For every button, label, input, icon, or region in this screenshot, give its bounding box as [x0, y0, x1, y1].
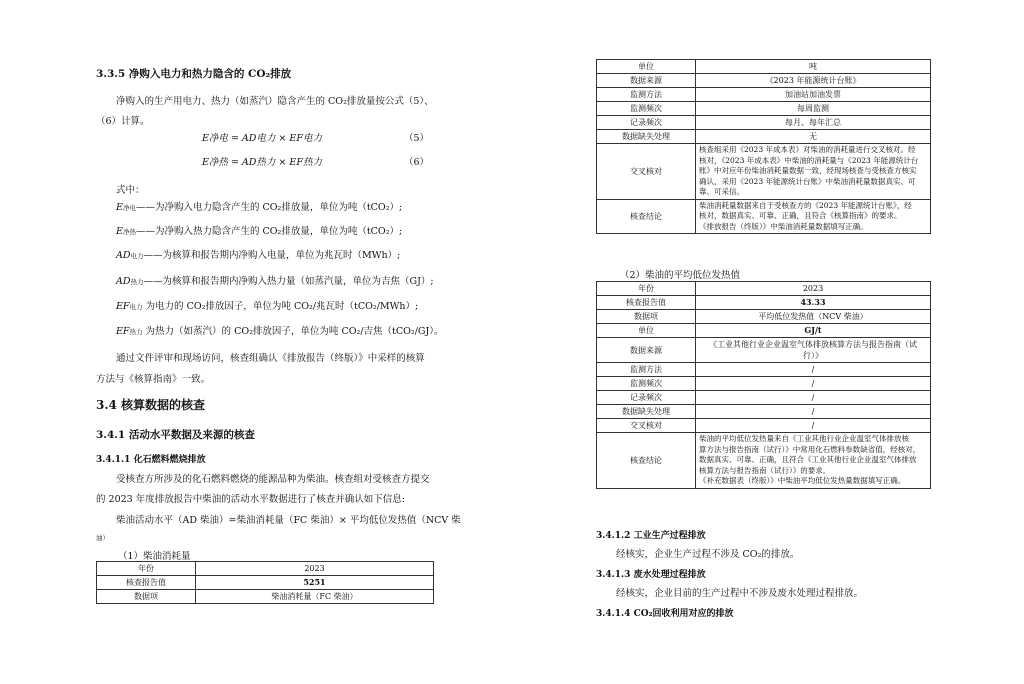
table-row — [597, 419, 931, 433]
where-label: 式中： — [116, 185, 145, 196]
table-cell-label: 核查结论 — [597, 433, 696, 489]
process-emission-text: 经核实，企业生产过程不涉及 CO₂的排放。 — [616, 549, 800, 560]
intro-paragraph-line2: （6）计算。 — [96, 116, 150, 127]
definition-subscript: 热力 — [130, 278, 144, 286]
confirm-paragraph-line1: 通过文件评审和现场访问，核查组确认《排放报告（终版）》中采样的核算 — [116, 353, 425, 364]
cell-text-line: 核查组采用《2023 年成本表》对柴油的消耗量进行交叉核对。经 — [699, 145, 916, 154]
cell-text-line: 行）》 — [803, 351, 823, 360]
table-cell-value: 《2023 年能源统计台账》 — [696, 74, 931, 88]
section-heading-3-4-1: 3.4.1 活动水平数据及来源的核查 — [96, 429, 255, 441]
ncv-table — [596, 281, 931, 489]
right-page — [596, 0, 931, 684]
table-cell-value: / — [696, 391, 931, 405]
conclusion-cell — [696, 199, 931, 234]
fuel-paragraph-line2: 的 2023 年度排放报告中柴油的活动水平数据进行了核查并确认如下信息: — [96, 494, 405, 505]
definition-symbol: AD — [116, 250, 131, 261]
ncv-title: （2）柴油的平均低位发热值 — [620, 270, 741, 281]
table-cell-label: 数据项 — [97, 590, 196, 604]
definition-symbol: E — [116, 202, 123, 213]
table-cell-label: 监测频次 — [597, 377, 696, 391]
table-cell-value: 平均低位发热值（NCV 柴油） — [696, 310, 931, 324]
definition-text: 为电力的 CO₂排放因子，单位为吨 CO₂/兆瓦时（tCO₂/MWh）; — [142, 301, 419, 312]
activity-formula-line2: 油） — [96, 534, 109, 542]
section-heading-3-4: 3.4 核算数据的核查 — [96, 398, 206, 412]
definition-symbol: E — [116, 226, 123, 237]
wastewater-emission-text: 经核实，企业目前的生产过程中不涉及废水处理过程排放。 — [616, 588, 864, 599]
table-cell-value: 吨 — [696, 60, 931, 74]
definition-text: ——为核算和报告期内净购入热力量（如蒸汽量，单位为吉焦（GJ）; — [143, 276, 434, 287]
activity-formula-line1: 柴油活动水平（AD 柴油）=柴油消耗量（FC 柴油）× 平均低位发热值（NCV 柴 — [116, 515, 461, 526]
cell-text-line: 《补充数据表（终版）》中柴油平均低位发热量数据填写正确。 — [699, 476, 906, 485]
table-cell-label: 单位 — [597, 60, 696, 74]
left-page — [96, 0, 461, 684]
definition-text: ——为核算和报告期内净购入电量，单位为兆瓦时（MWh）; — [143, 250, 401, 261]
table-cell-value: 每月、每年汇总 — [696, 116, 931, 130]
table-row — [597, 338, 931, 363]
cell-text-line: 柴油的平均低位发热量来自《工业其他行业企业温室气体排放核 — [699, 434, 909, 443]
table-cell-label: 交叉核对 — [597, 419, 696, 433]
table-cell-label: 监测频次 — [597, 102, 696, 116]
table-cell-value: 2023 — [196, 562, 434, 576]
definition-symbol: AD — [116, 276, 131, 287]
table-cell-label: 核查结论 — [597, 199, 696, 234]
table-cell-label: 年份 — [97, 562, 196, 576]
cell-text-line: 《排放报告（终版）》中柴油消耗量数据填写正确。 — [699, 221, 868, 231]
table-cell-label: 核查报告值 — [97, 576, 196, 590]
table-cell-value: / — [696, 419, 931, 433]
definition-subscript: 净热 — [122, 228, 136, 236]
table-row — [597, 144, 931, 200]
cell-text-line: 算方法与报告指南（试行）》中常用化石燃料参数缺省值，经核对， — [699, 444, 921, 454]
definition-item — [116, 298, 418, 312]
table-cell-value: 43.33 — [696, 296, 931, 310]
formula-6-number: （6） — [404, 157, 430, 168]
section-heading-3-4-1-4: 3.4.1.4 CO₂回收利用对应的排放 — [596, 609, 734, 619]
cell-text-line: 核对，《2023 年成本表》中柴油的消耗量与《2023 年能源统计台 — [699, 155, 919, 165]
table-row — [597, 130, 931, 144]
definition-text: ——为净购入热力隐含产生的 CO₂排放量，单位为吨（tCO₂）; — [135, 226, 403, 237]
table-cell-label: 监测方法 — [597, 363, 696, 377]
definition-subscript: 电力 — [130, 252, 144, 260]
cell-text-line: 账》中对应年份柴油消耗量数据一致，经现场核查与受核查方核实 — [699, 166, 917, 175]
table-cell-value: 柴油消耗量（FC 柴油） — [196, 590, 434, 604]
conclusion-cell — [696, 433, 931, 489]
table-cell-label: 数据来源 — [597, 74, 696, 88]
table-row — [597, 405, 931, 419]
definition-subscript: 电力 — [129, 303, 143, 311]
cell-text-line: 靠、可采信。 — [699, 187, 744, 196]
definition-text: 为热力（如蒸汽）的 CO₂排放因子，单位为吨 CO₂/吉焦（tCO₂/GJ）。 — [142, 326, 444, 337]
section-heading-3-4-1-2: 3.4.1.2 工业生产过程排放 — [596, 531, 706, 541]
diesel-consumption-table-continued — [596, 59, 931, 234]
intro-paragraph-line1: 净购入的生产用电力、热力（如蒸汽）隐含产生的 CO₂排放量按公式（5）、 — [116, 96, 434, 107]
table-row — [597, 363, 931, 377]
table-row — [597, 296, 931, 310]
definition-item — [116, 199, 402, 213]
table-cell-value: / — [696, 377, 931, 391]
table-row — [597, 282, 931, 296]
table-row — [597, 88, 931, 102]
definition-item — [116, 323, 444, 337]
confirm-paragraph-line2: 方法与《核算指南》一致。 — [96, 374, 211, 385]
table-cell-label: 数据项 — [597, 310, 696, 324]
definition-text: ——为净购入电力隐含产生的 CO₂排放量，单位为吨（tCO₂）; — [135, 202, 403, 213]
cell-text-line: 核对，数据真实、可靠、正确，且符合《核算指南》的要求。 — [699, 211, 902, 220]
definition-item — [116, 223, 402, 237]
table-cell-value: / — [696, 405, 931, 419]
cell-text-line: 数据真实、可靠、正确，且符合《工业其他行业企业温室气体排放 — [699, 455, 917, 464]
cell-text-line: 确认，采用《2023 年能源统计台账》中柴油消耗量数据真实、可 — [699, 176, 916, 186]
table-row — [597, 377, 931, 391]
table-cell-value: 5251 — [196, 576, 434, 590]
table-cell-label: 记录频次 — [597, 391, 696, 405]
section-heading-3-4-1-3: 3.4.1.3 废水处理过程排放 — [596, 570, 706, 580]
table-cell-value: GJ/t — [696, 324, 931, 338]
table-cell-value: 每周监测 — [696, 102, 931, 116]
table-cell-label: 单位 — [597, 324, 696, 338]
table-cell-value: 加油站加油发票 — [696, 88, 931, 102]
cross-check-cell — [696, 144, 931, 200]
table-cell-label: 记录频次 — [597, 116, 696, 130]
table-cell-label: 年份 — [597, 282, 696, 296]
table-cell-label: 数据缺失处理 — [597, 130, 696, 144]
definition-symbol: EF — [116, 301, 130, 312]
table-row — [597, 324, 931, 338]
table-cell-value: 2023 — [696, 282, 931, 296]
data-source-cell — [696, 338, 931, 363]
table-cell-value: / — [696, 363, 931, 377]
table-row — [97, 590, 434, 604]
table-cell-value: 无 — [696, 130, 931, 144]
table-cell-label: 数据来源 — [597, 338, 696, 363]
formula-5-number: （5） — [404, 133, 430, 144]
cell-text-line: 柴油消耗量数据来自于受核查方的《2023 年能源统计台账》，经 — [699, 200, 912, 210]
table-cell-label: 监测方法 — [597, 88, 696, 102]
formula-5: E净电 = AD电力 × EF电力 — [202, 133, 322, 144]
table-row — [597, 116, 931, 130]
table-cell-label: 交叉核对 — [597, 144, 696, 200]
table-row — [97, 562, 434, 576]
table-row — [97, 576, 434, 590]
table-row — [597, 60, 931, 74]
formula-6: E净热 = AD热力 × EF热力 — [202, 157, 322, 168]
diesel-consumption-table — [96, 561, 434, 604]
table-row — [597, 391, 931, 405]
table-row — [597, 310, 931, 324]
table-row — [597, 102, 931, 116]
diesel-consumption-title: （1）柴油消耗量 — [118, 551, 191, 562]
table-row — [597, 199, 931, 234]
table-cell-label: 数据缺失处理 — [597, 405, 696, 419]
definition-item — [116, 273, 434, 287]
section-heading-3-4-1-1: 3.4.1.1 化石燃料燃烧排放 — [96, 455, 206, 465]
definition-symbol: EF — [116, 326, 130, 337]
fuel-paragraph-line1: 受核查方所涉及的化石燃料燃烧的能源品种为柴油。核查组对受核查方提交 — [116, 474, 430, 485]
table-row — [597, 74, 931, 88]
definition-subscript: 净电 — [122, 204, 136, 212]
definition-item — [116, 247, 400, 261]
definition-subscript: 热力 — [129, 328, 143, 336]
section-heading-3-3-5: 3.3.5 净购入电力和热力隐含的 CO₂排放 — [96, 68, 292, 80]
table-cell-label: 核查报告值 — [597, 296, 696, 310]
cell-text-line: 核算方法与报告指南（试行）》的要求。 — [699, 465, 831, 475]
table-row — [597, 433, 931, 489]
cell-text-line: 《工业其他行业企业温室气体排放核算方法与报告指南（试 — [709, 340, 917, 349]
